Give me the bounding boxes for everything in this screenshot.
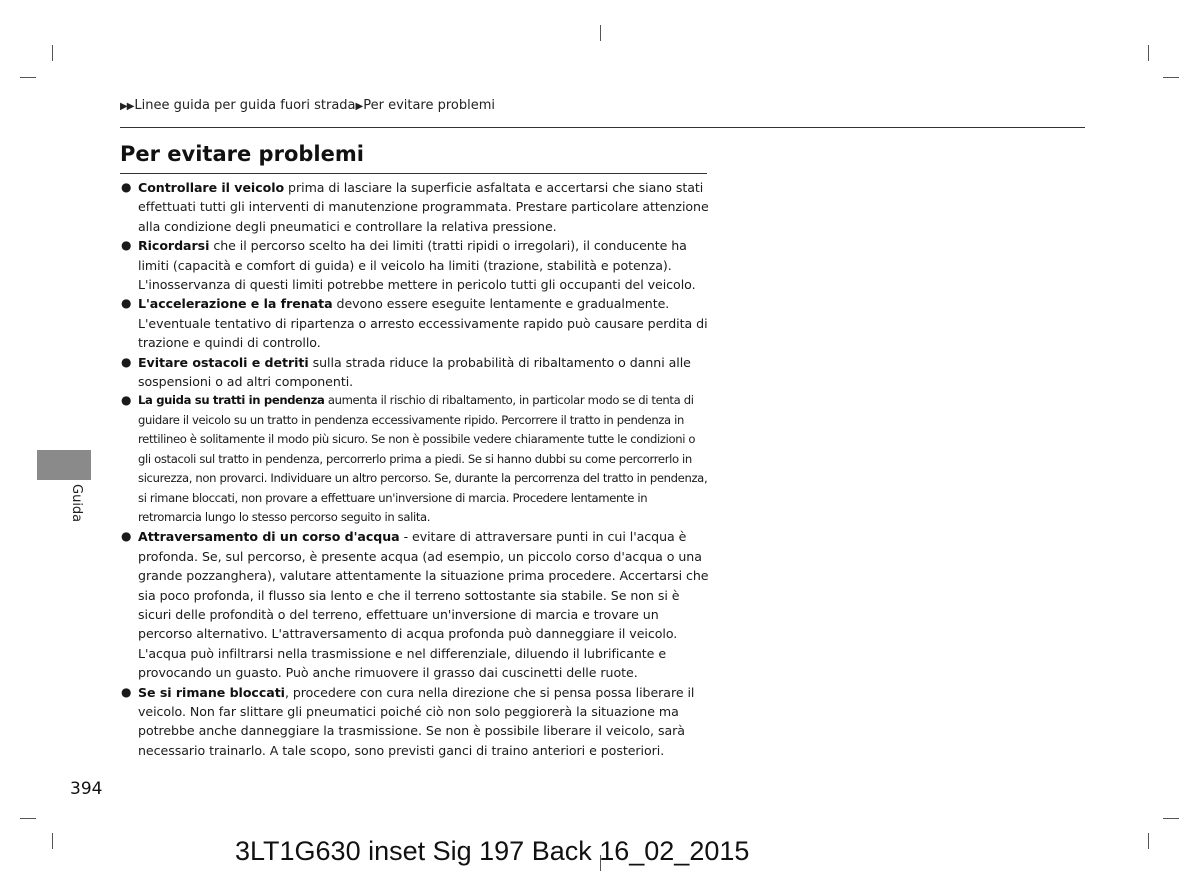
crop-mark-bottom-left-h bbox=[20, 818, 36, 819]
bullet-item bbox=[120, 391, 710, 527]
bullet-item bbox=[120, 353, 710, 392]
bullet-lead: La guida su tratti in pendenza bbox=[138, 393, 325, 408]
breadcrumb-current: Per evitare problemi bbox=[363, 98, 496, 113]
bullet-dot-icon: ● bbox=[121, 238, 132, 253]
bullet-list bbox=[120, 178, 710, 760]
bullet-item bbox=[120, 178, 710, 236]
bullet-text: devono essere eseguite lentamente e gradualmente. L'eventuale tentativo di ripartenza o arresto eccessivamente rapido può causare perdita di trazione e quindi di controllo. bbox=[138, 296, 708, 351]
bullet-dot-icon: ● bbox=[121, 354, 132, 369]
bullet-text: che il percorso scelto ha dei limiti (tratti ripidi o irregolari), il conducente ha limiti (capacità e comfort di guida) e il veicolo ha limiti (trazione, stabilità e potenza). L'inosservanza di questi limiti potrebbe mettere in pericolo tutti gli occupanti del veicolo. bbox=[138, 238, 696, 293]
breadcrumb-section: Linee guida per guida fuori strada bbox=[134, 98, 356, 113]
bullet-text: , procedere con cura nella direzione che si pensa possa liberare il veicolo. Non far slittare gli pneumatici poiché ciò non solo peggiorerà la situazione ma potrebbe anche danneggiare la trasmissione. Se non è possibile liberare il veicolo, sarà necessario trainarlo. A tale scopo, sono previsti ganci di traino anteriori e posteriori. bbox=[138, 684, 695, 758]
breadcrumb-arrows-icon: ▶▶ bbox=[120, 101, 134, 112]
crop-mark-top-left-v bbox=[52, 45, 53, 61]
crop-mark-bottom-right-v bbox=[1148, 833, 1149, 849]
bullet-lead: Controllare il veicolo bbox=[138, 180, 285, 195]
title-rule bbox=[120, 173, 707, 174]
bullet-item bbox=[120, 236, 710, 294]
crop-mark-top-left-h bbox=[20, 77, 36, 78]
bullet-dot-icon: ● bbox=[121, 296, 132, 311]
bullet-dot-icon: ● bbox=[121, 180, 132, 194]
bullet-lead: Evitare ostacoli e detriti bbox=[138, 354, 309, 370]
bullet-item bbox=[120, 294, 710, 352]
crop-mark-top-right-h bbox=[1163, 77, 1179, 78]
header-rule bbox=[120, 127, 1085, 128]
crop-mark-top-right-v bbox=[1148, 45, 1149, 61]
section-tab-label: Guida bbox=[69, 484, 84, 523]
bullet-text: aumenta il rischio di ribaltamento, in particolar modo se di tenta di guidare il veicolo su un tratto in pendenza eccessivamente ripido. Percorrere il tratto in pendenza in rettilineo è solitamente il modo più sicuro. Se non è possibile vedere chiaramente tutte le condizioni o gli ostacoli sul tratto in pendenza, percorrerlo prima a piedi. Se si hanno dubbi su come percorrerlo in sicurezza, non provarci. Individuare un altro percorso. Se, durante la percorrenza del tratto in pendenza, si rimane bloccati, non provare a effettuare un'inversione di marcia. Procedere lentamente in retromarcia lungo lo stesso percorso seguito in salita. bbox=[138, 393, 708, 524]
bullet-text: sulla strada riduce la probabilità di ribaltamento o danni alle sospensioni o ad altri componenti. bbox=[138, 354, 691, 390]
bullet-lead: Attraversamento di un corso d'acqua bbox=[138, 529, 400, 545]
section-tab bbox=[37, 450, 91, 480]
bullet-item bbox=[120, 527, 710, 682]
bullet-text: - evitare di attraversare punti in cui l'acqua è profonda. Se, sul percorso, è presente acqua (ad esempio, un piccolo corso d'acqua o una grande pozzanghera), valutare attentamente la situazione prima procedere. Accertarsi che sia poco profonda, il flusso sia lento e che il terreno sottostante sia stabile. Se non si è sicuri delle profondità o del terreno, effettuare un'inversione di marcia e trovare un percorso alternativo. L'attraversamento di acqua profonda può danneggiare il veicolo. L'acqua può infiltrarsi nella trasmissione e nel differenziale, diluendo il lubrificante e provocando un guasto. Può anche rimuovere il grasso dai cuscinetti delle ruote. bbox=[138, 529, 709, 681]
breadcrumb bbox=[120, 98, 495, 113]
bullet-dot-icon: ● bbox=[121, 393, 132, 408]
bullet-lead: Se si rimane bloccati bbox=[138, 684, 285, 700]
page-number: 394 bbox=[70, 779, 103, 799]
crop-mark-bottom-right-h bbox=[1163, 818, 1179, 819]
bullet-dot-icon: ● bbox=[121, 529, 132, 544]
bullet-dot-icon: ● bbox=[121, 684, 132, 699]
crop-mark-bottom-left-v bbox=[52, 833, 53, 849]
bullet-lead: Ricordarsi bbox=[138, 238, 210, 254]
page-title: Per evitare problemi bbox=[120, 142, 364, 166]
bullet-lead: L'accelerazione e la frenata bbox=[138, 296, 333, 312]
bullet-text: prima di lasciare la superficie asfaltata e accertarsi che siano stati effettuati tutti gli interventi di manutenzione programmata. Prestare particolare attenzione alla condizione degli pneumatici e controllare la relativa pressione. bbox=[138, 180, 709, 234]
print-slug: 3LT1G630 inset Sig 197 Back 16_02_2015 bbox=[235, 836, 750, 866]
bullet-item bbox=[120, 683, 710, 761]
crop-mark-top-center bbox=[600, 25, 601, 41]
breadcrumb-separator-icon: ▶ bbox=[355, 101, 363, 112]
